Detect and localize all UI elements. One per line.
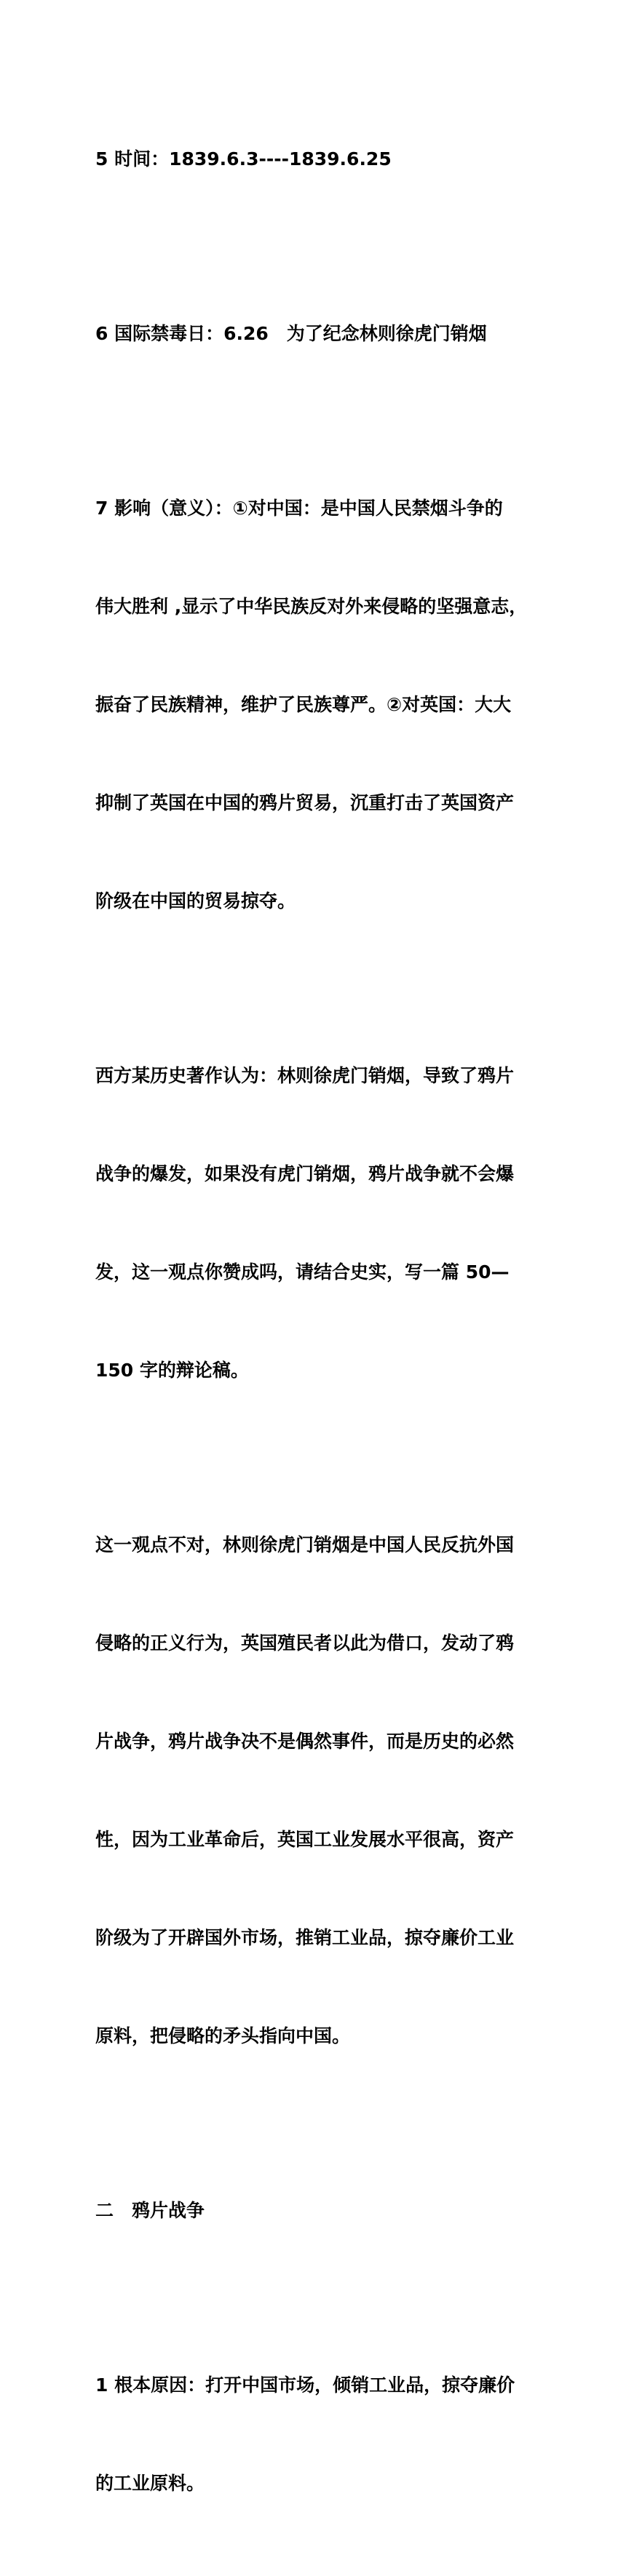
text-line: 5 时间：1839.6.3----1839.6.25	[95, 148, 392, 170]
text-line: 性，因为工业革命后，英国工业发展水平很高，资产	[95, 1829, 515, 1850]
paragraph-root-cause	[95, 2303, 536, 2565]
text-line: 的工业原料。	[95, 2473, 205, 2494]
text-line: 发，这一观点你赞成吗，请结合史实，写一篇 50—	[95, 1261, 510, 1283]
text-line: 原料，把侵略的矛头指向中国。	[95, 2025, 351, 2046]
text-line: 伟大胜利 ,显示了中华民族反对外来侵略的坚强意志，	[95, 596, 528, 617]
text-line: 阶级在中国的贸易掠夺。	[95, 890, 296, 912]
text-line: 阶级为了开辟国外市场，推销工业品，掠夺廉价工业	[95, 1927, 515, 1948]
text-line: 150 字的辩论稿。	[95, 1360, 249, 1381]
text-line: 这一观点不对，林则徐虎门销烟是中国人民反抗外国	[95, 1534, 515, 1555]
paragraph-time	[95, 77, 536, 241]
document-body	[95, 77, 536, 2576]
text-line: 西方某历史著作认为：林则徐虎门销烟，导致了鸦片	[95, 1065, 515, 1086]
text-line: 二 鸦片战争	[95, 2200, 205, 2221]
text-line: 侵略的正义行为，英国殖民者以此为借口，发动了鸦	[95, 1632, 515, 1654]
section-heading	[95, 2129, 536, 2292]
text-line: 片战争，鸦片战争决不是偶然事件，而是历史的必然	[95, 1731, 515, 1752]
paragraph-question	[95, 994, 536, 1452]
text-line: 战争的爆发，如果没有虎门销烟，鸦片战争就不会爆	[95, 1163, 515, 1184]
text-line: 抑制了英国在中国的鸦片贸易，沉重打击了英国资产	[95, 792, 515, 813]
text-line: 6 国际禁毒日：6.26 为了纪念林则徐虎门销烟	[95, 323, 487, 344]
text-line: 振奋了民族精神，维护了民族尊严。②对英国：大大	[95, 694, 512, 715]
text-line: 7 影响（意义）：①对中国：是中国人民禁烟斗争的	[95, 498, 503, 519]
text-line: 1 根本原因：打开中国市场，倾销工业品，掠夺廉价	[95, 2374, 515, 2396]
paragraph-anti-drug-day	[95, 252, 536, 415]
paragraph-influence	[95, 426, 536, 983]
paragraph-answer	[95, 1463, 536, 2118]
